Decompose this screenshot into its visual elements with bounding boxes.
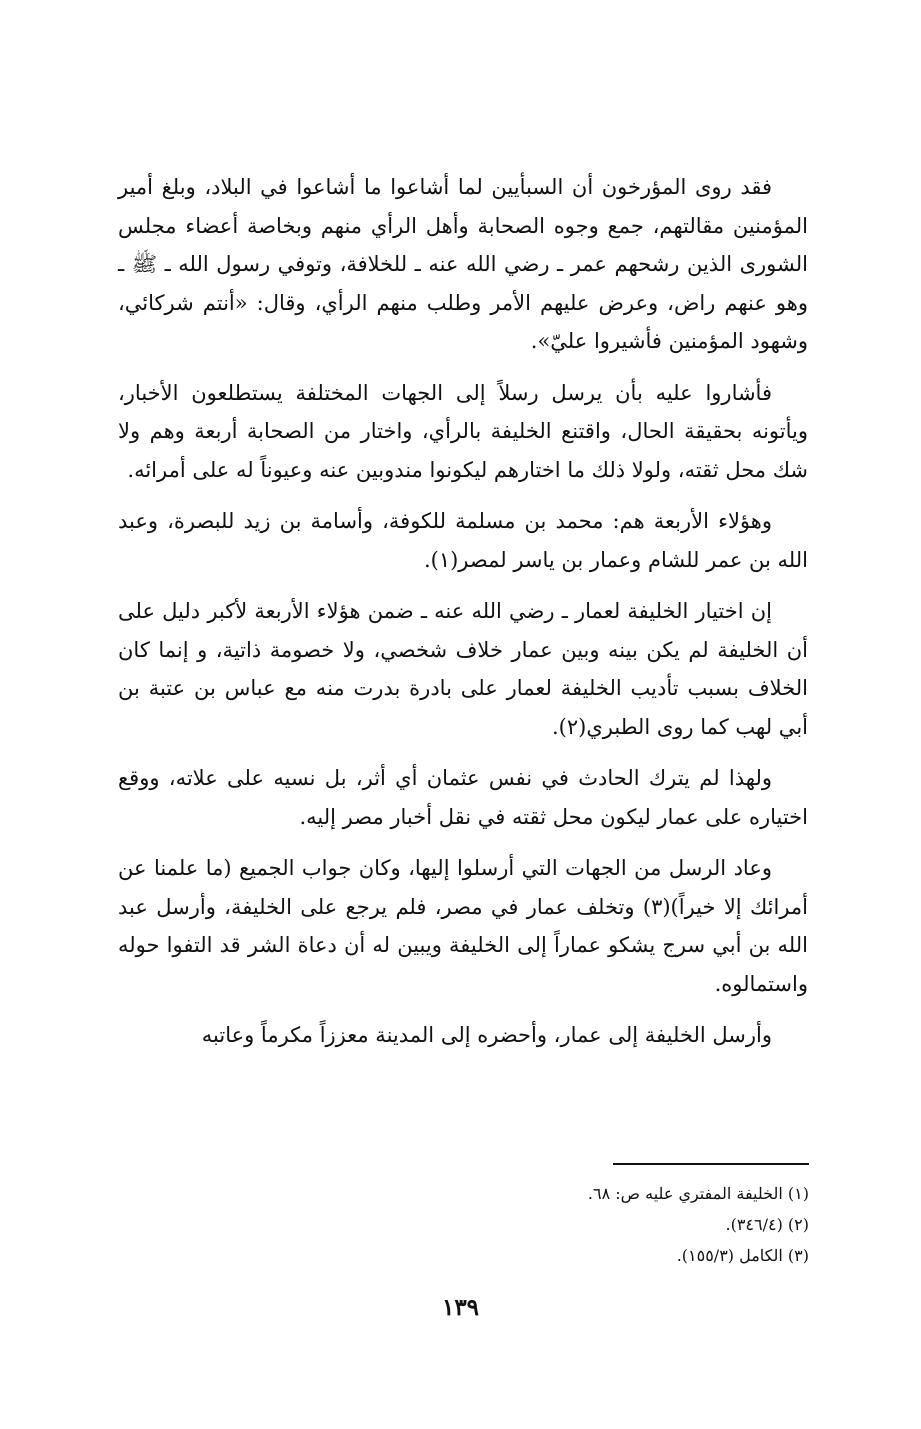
paragraph: وعاد الرسل من الجهات التي أرسلوا إليها، وكان جواب الجميع (ما علمنا عن أمرائك إلا خيراً)(٣) وتخلف عمار في مصر، فلم يرجع على الخليفة، وأرسل عبد الله بن أبي سرج يشكو عماراً إلى الخليفة ويبين له أن دعاة الشر قد التفوا حوله واستمالوه. (118, 856, 808, 996)
paragraph: وأرسل الخليفة إلى عمار، وأحضره إلى المدينة معززاً مكرماً وعاتبه (201, 1023, 772, 1047)
footnote-2: (٢) (٣٤٦/٤). (725, 1215, 809, 1234)
paragraph: فقد روى المؤرخون أن السبأيين لما أشاعوا ما أشاعوا في البلاد، وبلغ أمير المؤمنين مقالتهم، جمع وجوه الصحابة وأهل الرأي منهم وبخاصة أعضاء مجلس الشورى الذين رشحهم عمر ـ رضي الله عنه ـ للخلافة، وتوفي رسول الله ـ ﷺ ـ وهو عنهم راض، وعرض عليهم الأمر وطلب منهم الرأي، وقال: «أنتم شركائي، وشهود المؤمنين فأشيروا عليّ». (118, 175, 808, 353)
paragraph: إن اختيار الخليفة لعمار ـ رضي الله عنه ـ ضمن هؤلاء الأربعة لأكبر دليل على أن الخليفة لم يكن بينه وبين عمار خلاف شخصي، ولا خصومة ذاتية، و إنما كان الخلاف بسبب تأديب الخليفة لعمار على بادرة بدرت منه مع عباس بن عتبة بن أبي لهب كما روى الطبري(٢). (118, 599, 808, 739)
body-text (118, 168, 808, 1068)
footnote-1: (١) الخليفة المفتري عليه ص: ٦٨. (587, 1184, 809, 1203)
footnote-divider (613, 1163, 809, 1165)
paragraph: وهؤلاء الأربعة هم: محمد بن مسلمة للكوفة، وأسامة بن زيد للبصرة، وعبد الله بن عمر للشام وعمار بن ياسر لمصر(١). (118, 509, 808, 572)
page-number: ١٣٩ (441, 1294, 480, 1321)
paragraph: فأشاروا عليه بأن يرسل رسلاً إلى الجهات المختلفة يستطلعون الأخبار، ويأتونه بحقيقة الحال، واقتنع الخليفة بالرأي، واختار من الصحابة أربعة وهم ولا شك محل ثقته، ولولا ذلك ما اختارهم ليكونوا مندوبين عنه وعيوناً له على أمرائه. (118, 380, 808, 482)
footnote-3: (٣) الكامل (١٥٥/٣). (676, 1246, 809, 1265)
paragraph: ولهذا لم يترك الحادث في نفس عثمان أي أثر، بل نسيه على علاته، ووقع اختياره على عمار ليكون محل ثقته في نقل أخبار مصر إليه. (118, 766, 808, 829)
footnotes (389, 1178, 809, 1271)
